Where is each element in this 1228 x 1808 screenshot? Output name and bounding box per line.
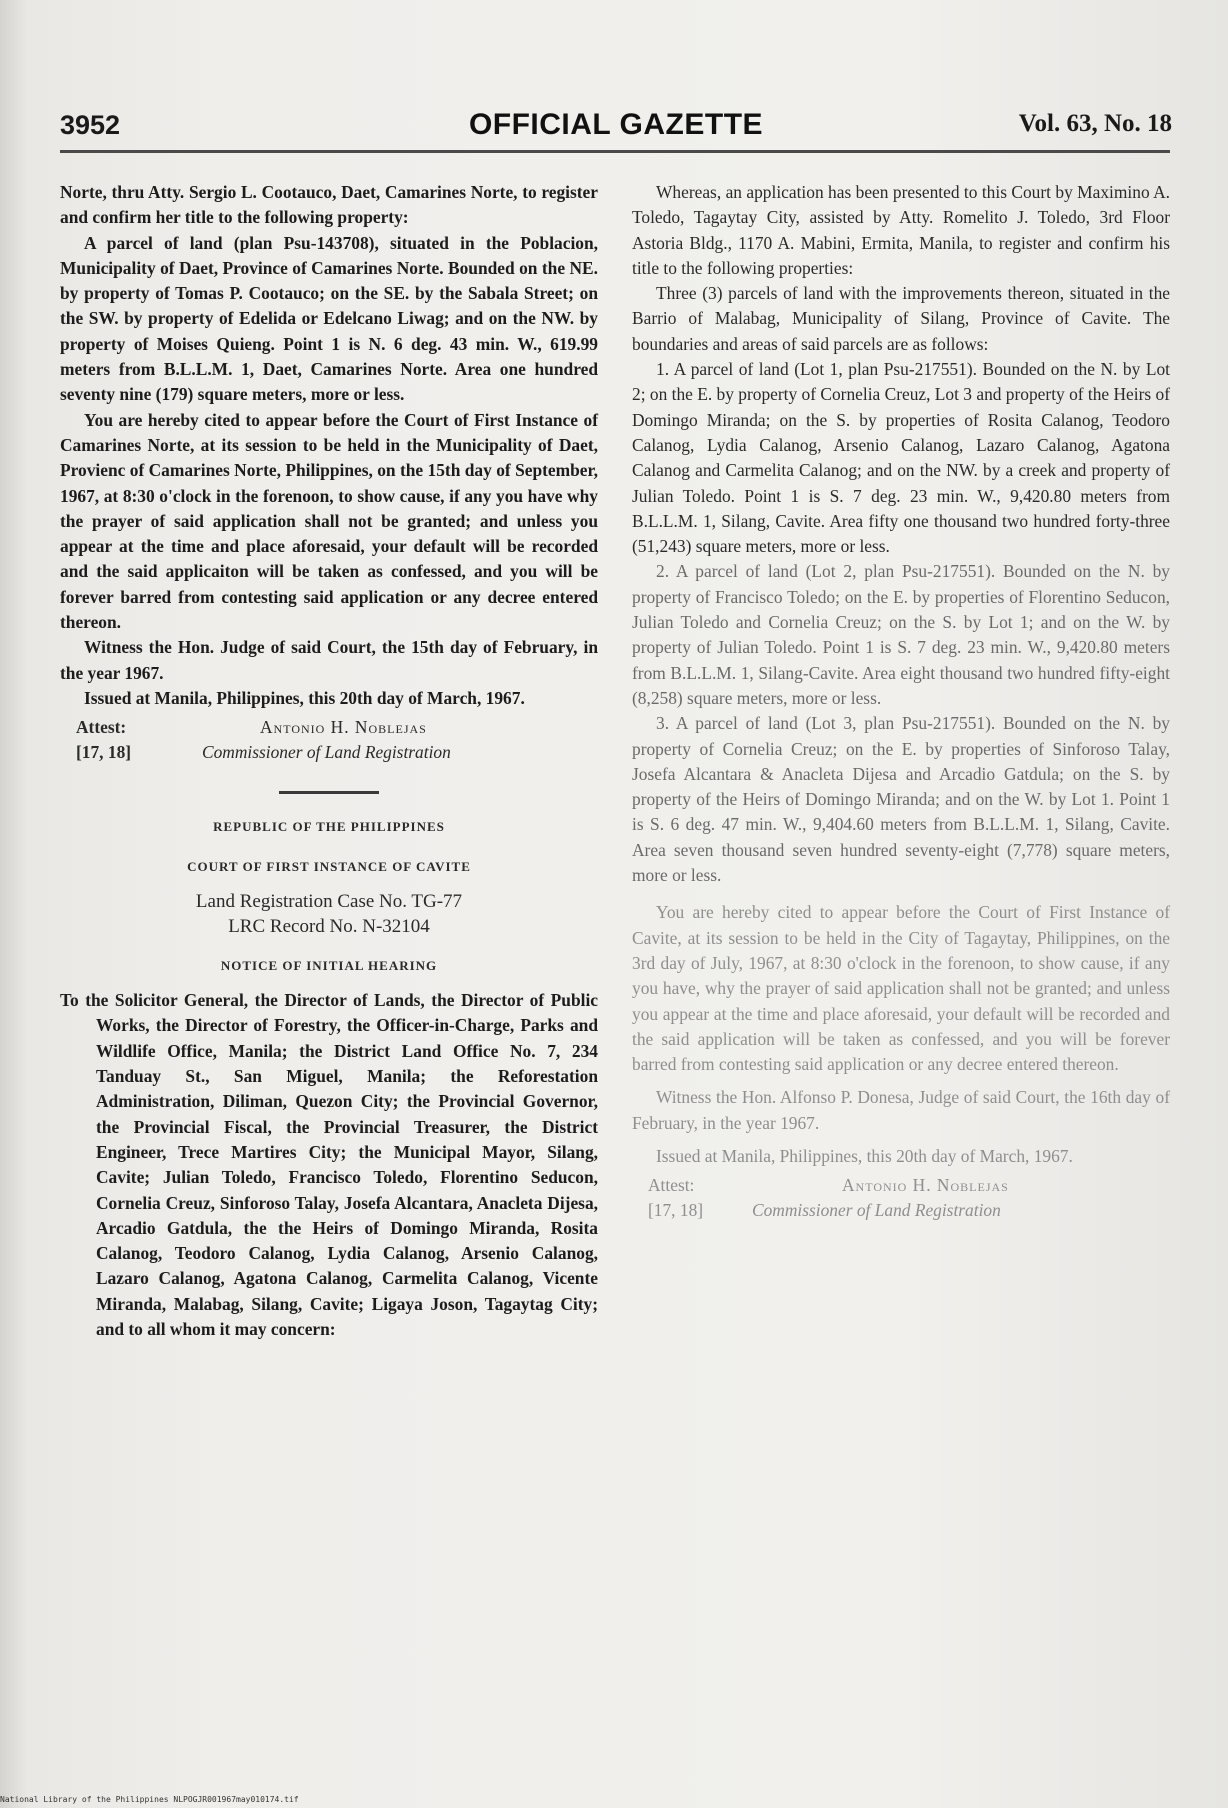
commissioner-title: Commissioner of Land Registration <box>202 742 451 763</box>
paragraph: You are hereby cited to appear before the Court of First Instance of Camarines Norte, at its session to be held in the Municipality of Daet, Provienc of Camarines Norte, Philippines, on the 15th day of September, 1967, at 8:30 o'clock in the forenoon, to show cause, if any you have why the prayer of said application shall not be granted; and unless you appear at the time and place aforesaid, your default will be recorded and the said applicaiton will be taken as confessed, and you will be forever barred from contesting said application or any decree entered thereon. <box>60 409 598 633</box>
court-heading: COURT OF FIRST INSTANCE OF CAVITE <box>187 858 471 874</box>
notice-heading: NOTICE OF INITIAL HEARING <box>220 957 438 973</box>
paragraph: 2. A parcel of land (Lot 2, plan Psu-217551). Bounded on the N. by property of Francisco Toledo; on the E. by properties of Florentino Seducon, Julian Toledo and Cornelia Creuz; on the S. by Lot 1; and on the W. by property of Julian Toledo. Point 1 is S. 7 deg. 23 min. W., 9,420.80 meters from B.L.L.M. 1, Silang-Cavite. Area eight thousand two hundred fifty-eight (8,258) square meters, more or less. <box>632 561 1170 708</box>
paragraph: Whereas, an application has been presented to this Court by Maximino A. Toledo, Tagaytay City, assisted by Atty. Romelito J. Toledo, 3rd Floor Astoria Bldg., 1170 A. Mabini, Ermita, Manila, to register and confirm his title to the following properties: <box>632 182 1170 278</box>
volume-issue: Vol. 63, No. 18 <box>1018 110 1172 137</box>
attest-label: Attest: <box>648 1175 695 1196</box>
attest-label: Attest: <box>76 717 127 738</box>
paragraph: Norte, thru Atty. Sergio L. Cootauco, Daet, Camarines Norte, to register and confirm her title to the following property: <box>60 182 598 228</box>
paragraph: 3. A parcel of land (Lot 3, plan Psu-217551). Bounded on the N. by property of Cornelia Creuz; on the E. by properties of Sinforoso Talay, Josefa Alcantara & Anacleta Dijesa and Arcadio Gatdula; on the S. by property of the Heirs of Domingo Miranda; and on the W. by Lot 1. Point 1 is S. 6 deg. 47 min. W., 9,404.60 meters from B.L.L.M. 1, Silang, Cavite. Area seven thousand seven hundred seventy-eight (7,778) square meters, more or less. <box>632 713 1170 886</box>
paragraph: Issued at Manila, Philippines, this 20th day of March, 1967. <box>84 687 525 708</box>
page-number: 3952 <box>60 110 121 140</box>
addressee-block <box>60 988 598 1342</box>
paragraph: You are hereby cited to appear before the Court of First Instance of Cavite, at its session to be held in the City of Tagaytay, Philippines, on the 3rd day of July, 1967, at 8:30 o'clock in the forenoon, to show cause, if any you have, why the prayer of said application shall not be granted; and unless you appear at the time and place aforesaid, your default will be recorded and the said application will be taken as confessed, and you will be forever barred from contesting said application or any decree entered thereon. <box>632 902 1170 1075</box>
attestation <box>632 1173 1170 1223</box>
issue-reference: [17, 18] <box>76 742 132 763</box>
attestation <box>60 715 598 765</box>
commissioner-name: Antonio H. Noblejas <box>260 717 427 738</box>
paragraph: A parcel of land (plan Psu-143708), situated in the Poblacion, Municipality of Daet, Province of Camarines Norte. Bounded on the NE. by property of Tomas P. Cootauco; on the SE. by the Sabala Street; on the SW. by property of Edelida or Edelcano Liwag; and on the NW. by property of Moises Quieng. Point 1 is N. 6 deg. 43 min. W., 619.99 meters from B.L.L.M. 1, Daet, Camarines Norte. Area one hundred seventy nine (179) square meters, more or less. <box>60 232 598 405</box>
issue-reference: [17, 18] <box>648 1200 704 1221</box>
paragraph: Witness the Hon. Alfonso P. Donesa, Judge of said Court, the 16th day of February, in the year 1967. <box>632 1087 1170 1133</box>
commissioner-name: Antonio H. Noblejas <box>842 1175 1009 1196</box>
republic-heading: REPUBLIC OF THE PHILIPPINES <box>213 819 445 835</box>
publication-title: OFFICIAL GAZETTE <box>468 108 764 141</box>
case-number: Land Registration Case No. TG-77 <box>195 890 463 912</box>
left-column <box>60 180 598 1342</box>
section-divider <box>279 791 379 794</box>
addressee-list: To the Solicitor General, the Director of Lands, the Director of Public Works, the Director of Forestry, the Officer-in-Charge, Parks and Wildlife Office, Manila; the District Land Office No. 7, 234 Tanduay St., San Miguel, Manila; the Reforestation Administration, Diliman, Quezon City; the Provincial Governor, the Provincial Fiscal, the Provincial Treasurer, the District Engineer, Trece Martires City; the Municipal Mayor, Silang, Cavite; Julian Toledo, Francisco Toledo, Florentino Seducon, Cornelia Creuz, Sinforoso Talay, Josefa Alcantara, Anacleta Dijesa, Arcadio Gatdula, the the Heirs of Domingo Miranda, Rosita Calanog, Teodoro Calanog, Lydia Calanog, Arsenio Calanog, Lazaro Calanog, Agatona Calanog, Carmelita Calanog, Vicente Miranda, Malabag, Silang, Cavite; Ligaya Joson, Tagaytag City; and to all whom it may concern: <box>60 990 598 1339</box>
paragraph: Witness the Hon. Judge of said Court, the 15th day of February, in the year 1967. <box>60 637 598 683</box>
paragraph: 1. A parcel of land (Lot 1, plan Psu-217551). Bounded on the N. by Lot 2; on the E. by property of Cornelia Creuz, Lot 3 and property of the Heirs of Domingo Miranda; on the S. by properties of Rosita Calanog, Teodoro Calanog, Lydia Calanog, Arsenio Calanog, Lazaro Calanog, Agatona Calanog and Carmelita Calanog; and on the NW. by a creek and property of Julian Toledo. Point 1 is S. 7 deg. 23 min. W., 9,420.80 meters from B.L.L.M. 1, Silang, Cavite. Area fifty one thousand two hundred forty-three (51,243) square meters, more or less. <box>632 359 1170 557</box>
paragraph: Issued at Manila, Philippines, this 20th day of March, 1967. <box>656 1145 1073 1166</box>
paragraph: Three (3) parcels of land with the improvements thereon, situated in the Barrio of Malabag, Municipality of Silang, Province of Cavite. The boundaries and areas of said parcels are as follows: <box>632 283 1170 354</box>
scan-footer: National Library of the Philippines NLPOGJR001967may010174.tif <box>0 1795 299 1804</box>
page-header <box>60 110 1172 146</box>
commissioner-title: Commissioner of Land Registration <box>752 1200 1001 1221</box>
header-rule <box>60 150 1170 153</box>
right-column <box>632 180 1170 1223</box>
lrc-record-number: LRC Record No. N-32104 <box>228 915 430 937</box>
